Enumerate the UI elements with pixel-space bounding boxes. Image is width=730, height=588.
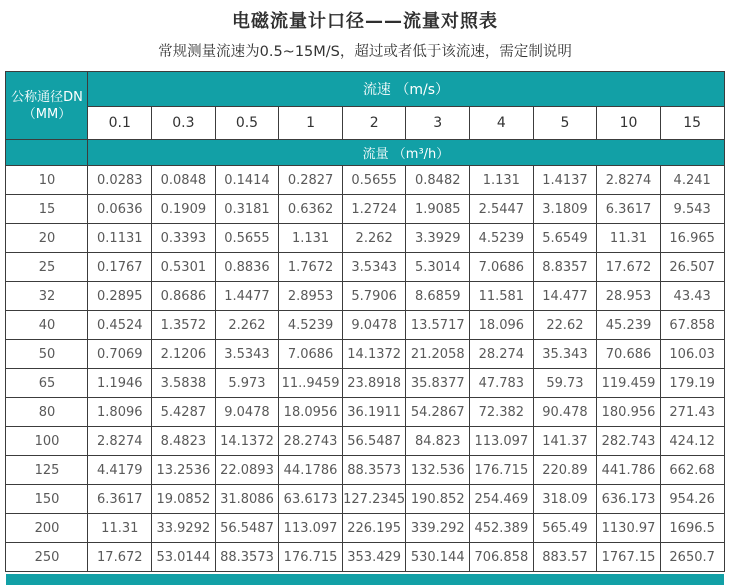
flow-value-cell: 2.1206 (152, 340, 216, 369)
flow-value-cell: 14.1372 (215, 427, 279, 456)
flow-comparison-table (5, 71, 724, 572)
flow-value-cell: 176.715 (279, 543, 343, 572)
velocity-value: 0.3 (152, 107, 216, 140)
flow-value-cell: 9.0478 (342, 311, 406, 340)
flow-value-cell: 119.459 (597, 369, 661, 398)
dn-cell: 15 (6, 195, 88, 224)
corner-header-line1: 公称通径DN (11, 89, 83, 105)
flow-value-cell: 9.0478 (215, 398, 279, 427)
flow-value-cell: 954.26 (660, 485, 724, 514)
flow-value-cell: 70.686 (597, 340, 661, 369)
flow-value-cell: 3.5343 (342, 253, 406, 282)
table-row (6, 195, 724, 224)
flow-value-cell: 5.3014 (406, 253, 470, 282)
flow-value-cell: 452.389 (470, 514, 534, 543)
dn-cell: 150 (6, 485, 88, 514)
dn-cell: 250 (6, 543, 88, 572)
table-row (6, 485, 724, 514)
flow-value-cell: 179.19 (660, 369, 724, 398)
flow-value-cell: 2.262 (342, 224, 406, 253)
flow-value-cell: 1.3572 (152, 311, 216, 340)
flow-value-cell: 5.973 (215, 369, 279, 398)
flow-value-cell: 35.343 (533, 340, 597, 369)
flow-value-cell: 132.536 (406, 456, 470, 485)
velocity-value: 3 (406, 107, 470, 140)
table-row (6, 253, 724, 282)
dn-cell: 50 (6, 340, 88, 369)
flow-value-cell: 56.5487 (342, 427, 406, 456)
corner-header-line2: （MM） (22, 106, 72, 122)
flow-value-cell: 1.1946 (88, 369, 152, 398)
table-row (6, 369, 724, 398)
table-row (6, 456, 724, 485)
flow-value-cell: 106.03 (660, 340, 724, 369)
flow-value-cell: 33.9292 (152, 514, 216, 543)
flow-value-cell: 1767.15 (597, 543, 661, 572)
flow-value-cell: 2.5447 (470, 195, 534, 224)
flow-value-cell: 530.144 (406, 543, 470, 572)
flow-value-cell: 8.8357 (533, 253, 597, 282)
flow-value-cell: 72.382 (470, 398, 534, 427)
velocity-value: 0.1 (88, 107, 152, 140)
velocity-values-row (6, 107, 724, 140)
flow-value-cell: 28.2743 (279, 427, 343, 456)
flow-value-cell: 11.31 (88, 514, 152, 543)
flow-value-cell: 0.1909 (152, 195, 216, 224)
flow-value-cell: 353.429 (342, 543, 406, 572)
flow-value-cell: 4.5239 (470, 224, 534, 253)
velocity-group-header: 流速 （m/s） (88, 72, 724, 107)
flow-value-cell: 0.4524 (88, 311, 152, 340)
flow-value-cell: 1.4477 (215, 282, 279, 311)
flow-value-cell: 23.8918 (342, 369, 406, 398)
flow-value-cell: 21.2058 (406, 340, 470, 369)
flow-value-cell: 441.786 (597, 456, 661, 485)
flow-value-cell: 0.1131 (88, 224, 152, 253)
flow-value-cell: 1.131 (279, 224, 343, 253)
flow-value-cell: 88.3573 (342, 456, 406, 485)
flow-value-cell: 14.1372 (342, 340, 406, 369)
flow-value-cell: 54.2867 (406, 398, 470, 427)
flow-value-cell: 0.1767 (88, 253, 152, 282)
flow-value-cell: 141.37 (533, 427, 597, 456)
corner-empty-cell (6, 140, 88, 166)
flow-value-cell: 11.31 (597, 224, 661, 253)
velocity-value: 0.5 (215, 107, 279, 140)
page-subtitle: 常规测量流速为0.5~15M/S，超过或者低于该流速，需定制说明 (158, 44, 572, 60)
flow-value-cell: 6.3617 (597, 195, 661, 224)
flow-value-cell: 3.1809 (533, 195, 597, 224)
flow-value-cell: 0.3181 (215, 195, 279, 224)
table-row (6, 282, 724, 311)
dn-cell: 10 (6, 166, 88, 195)
flow-value-cell: 636.173 (597, 485, 661, 514)
flow-value-cell: 67.858 (660, 311, 724, 340)
flow-value-cell: 13.2536 (152, 456, 216, 485)
velocity-group-row (6, 72, 724, 107)
flow-value-cell: 88.3573 (215, 543, 279, 572)
flow-value-cell: 4.241 (660, 166, 724, 195)
flow-value-cell: 0.0283 (88, 166, 152, 195)
flow-value-cell: 5.6549 (533, 224, 597, 253)
flow-value-cell: 2.8953 (279, 282, 343, 311)
flow-value-cell: 63.6173 (279, 485, 343, 514)
flow-value-cell: 0.8482 (406, 166, 470, 195)
velocity-value: 2 (342, 107, 406, 140)
flow-value-cell: 45.239 (597, 311, 661, 340)
flow-value-cell: 59.73 (533, 369, 597, 398)
table-row (6, 224, 724, 253)
flow-value-cell: 5.7906 (342, 282, 406, 311)
bottom-teal-strip (6, 574, 724, 585)
flow-value-cell: 0.5655 (215, 224, 279, 253)
flow-value-cell: 17.672 (88, 543, 152, 572)
flow-value-cell: 8.4823 (152, 427, 216, 456)
flow-value-cell: 22.62 (533, 311, 597, 340)
flow-value-cell: 127.2345 (342, 485, 406, 514)
flow-value-cell: 0.2827 (279, 166, 343, 195)
flow-value-cell: 0.2895 (88, 282, 152, 311)
flow-value-cell: 2.8274 (597, 166, 661, 195)
flow-value-cell: 565.49 (533, 514, 597, 543)
table-row (6, 543, 724, 572)
flow-value-cell: 16.965 (660, 224, 724, 253)
flow-value-cell: 84.823 (406, 427, 470, 456)
flow-value-cell: 11..9459 (279, 369, 343, 398)
flow-value-cell: 190.852 (406, 485, 470, 514)
flow-value-cell: 220.89 (533, 456, 597, 485)
flow-value-cell: 18.0956 (279, 398, 343, 427)
flow-value-cell: 3.3929 (406, 224, 470, 253)
table-row (6, 427, 724, 456)
flow-value-cell: 19.0852 (152, 485, 216, 514)
flow-value-cell: 22.0893 (215, 456, 279, 485)
velocity-value: 5 (533, 107, 597, 140)
flow-value-cell: 18.096 (470, 311, 534, 340)
flow-value-cell: 1.131 (470, 166, 534, 195)
flow-value-cell: 8.6859 (406, 282, 470, 311)
flow-value-cell: 14.477 (533, 282, 597, 311)
dn-cell: 200 (6, 514, 88, 543)
flow-value-cell: 31.8086 (215, 485, 279, 514)
velocity-value: 1 (279, 107, 343, 140)
flow-value-cell: 339.292 (406, 514, 470, 543)
table-row (6, 166, 724, 195)
flow-value-cell: 56.5487 (215, 514, 279, 543)
dn-cell: 125 (6, 456, 88, 485)
flow-value-cell: 2.8274 (88, 427, 152, 456)
flow-value-cell: 3.5343 (215, 340, 279, 369)
dn-cell: 100 (6, 427, 88, 456)
flow-value-cell: 11.581 (470, 282, 534, 311)
flow-value-cell: 318.09 (533, 485, 597, 514)
flow-value-cell: 883.57 (533, 543, 597, 572)
flow-value-cell: 90.478 (533, 398, 597, 427)
flow-value-cell: 0.5301 (152, 253, 216, 282)
flow-value-cell: 1130.97 (597, 514, 661, 543)
flow-value-cell: 0.0636 (88, 195, 152, 224)
flow-group-header: 流量 （m³/h） (88, 140, 724, 166)
flow-value-cell: 2650.7 (660, 543, 724, 572)
flow-value-cell: 0.0848 (152, 166, 216, 195)
flow-value-cell: 0.8686 (152, 282, 216, 311)
flow-value-cell: 1696.5 (660, 514, 724, 543)
flow-value-cell: 113.097 (470, 427, 534, 456)
flow-value-cell: 28.953 (597, 282, 661, 311)
velocity-value: 10 (597, 107, 661, 140)
dn-cell: 80 (6, 398, 88, 427)
table-row (6, 514, 724, 543)
flow-value-cell: 5.4287 (152, 398, 216, 427)
flow-value-cell: 9.543 (660, 195, 724, 224)
flow-value-cell: 254.469 (470, 485, 534, 514)
page-title: 电磁流量计口径——流量对照表 (232, 11, 498, 32)
flow-value-cell: 0.1414 (215, 166, 279, 195)
flow-value-cell: 53.0144 (152, 543, 216, 572)
flow-value-cell: 43.43 (660, 282, 724, 311)
flow-value-cell: 3.5838 (152, 369, 216, 398)
flow-value-cell: 7.0686 (279, 340, 343, 369)
flow-value-cell: 7.0686 (470, 253, 534, 282)
flow-value-cell: 6.3617 (88, 485, 152, 514)
dn-cell: 32 (6, 282, 88, 311)
flow-value-cell: 0.8836 (215, 253, 279, 282)
flow-value-cell: 0.7069 (88, 340, 152, 369)
table-row (6, 340, 724, 369)
flow-value-cell: 13.5717 (406, 311, 470, 340)
flow-value-cell: 47.783 (470, 369, 534, 398)
table-body (6, 166, 724, 572)
dn-cell: 20 (6, 224, 88, 253)
flow-value-cell: 36.1911 (342, 398, 406, 427)
flow-value-cell: 17.672 (597, 253, 661, 282)
flow-value-cell: 26.507 (660, 253, 724, 282)
flow-value-cell: 1.2724 (342, 195, 406, 224)
flow-value-cell: 113.097 (279, 514, 343, 543)
flow-value-cell: 2.262 (215, 311, 279, 340)
flow-value-cell: 226.195 (342, 514, 406, 543)
flow-value-cell: 4.5239 (279, 311, 343, 340)
flow-value-cell: 1.4137 (533, 166, 597, 195)
dn-cell: 65 (6, 369, 88, 398)
flow-value-cell: 1.8096 (88, 398, 152, 427)
flow-value-cell: 0.6362 (279, 195, 343, 224)
table-row (6, 311, 724, 340)
flow-value-cell: 0.5655 (342, 166, 406, 195)
flow-value-cell: 4.4179 (88, 456, 152, 485)
flow-value-cell: 282.743 (597, 427, 661, 456)
flow-value-cell: 424.12 (660, 427, 724, 456)
flow-value-cell: 271.43 (660, 398, 724, 427)
velocity-value: 4 (470, 107, 534, 140)
flow-value-cell: 706.858 (470, 543, 534, 572)
flow-value-cell: 1.9085 (406, 195, 470, 224)
dn-cell: 40 (6, 311, 88, 340)
flow-value-cell: 0.3393 (152, 224, 216, 253)
flow-value-cell: 1.7672 (279, 253, 343, 282)
flow-value-cell: 662.68 (660, 456, 724, 485)
flow-value-cell: 28.274 (470, 340, 534, 369)
flow-value-cell: 176.715 (470, 456, 534, 485)
flow-value-cell: 35.8377 (406, 369, 470, 398)
corner-header-cell (6, 72, 88, 140)
dn-cell: 25 (6, 253, 88, 282)
velocity-value: 15 (660, 107, 724, 140)
flow-value-cell: 180.956 (597, 398, 661, 427)
flow-value-cell: 44.1786 (279, 456, 343, 485)
table-row (6, 398, 724, 427)
flow-group-row (6, 140, 724, 166)
